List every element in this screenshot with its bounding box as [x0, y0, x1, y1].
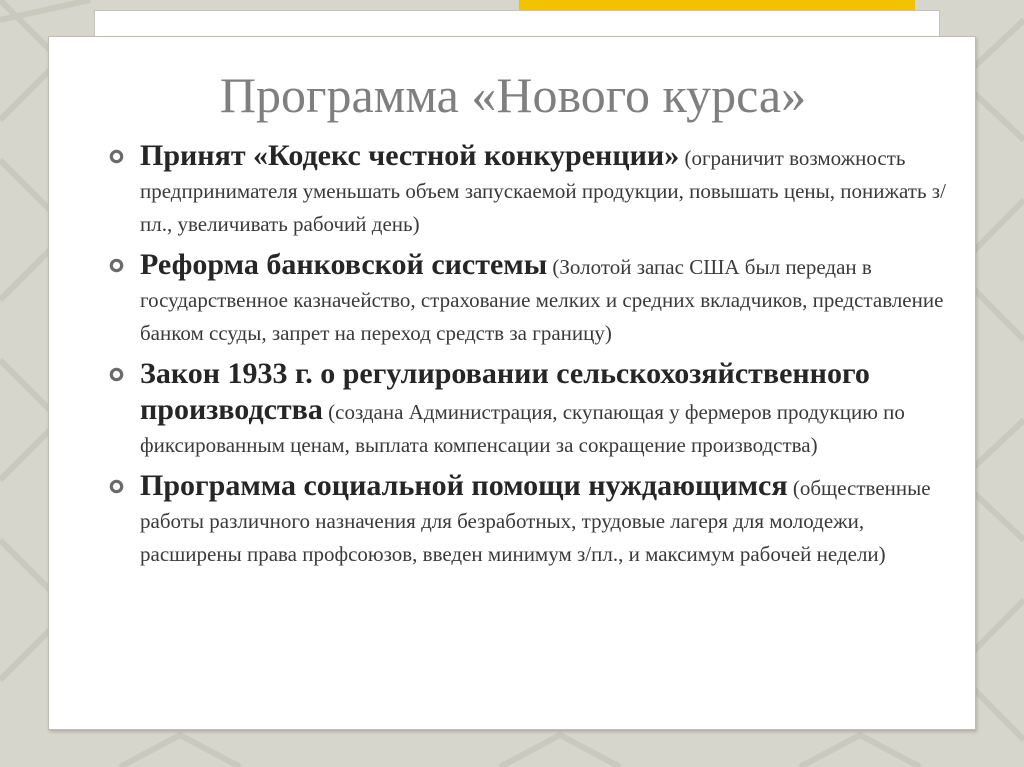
item-detail: (ограничит возможность предпринимателя уменьшать объем запускаемой продукции, повышать цены, понижать з/пл., увеличивать рабочий день): [140, 146, 946, 236]
item-heading: Реформа банковской системы: [140, 248, 548, 281]
item-detail: (создана Администрация, скупающая у фермеров продукцию по фиксированным ценам, выплата компенсации за сокращение производства): [140, 400, 905, 457]
slide-title: Программа «Нового курса»: [219, 67, 807, 123]
bullet-list: [109, 140, 949, 579]
slide: [48, 36, 976, 730]
item-heading: Закон 1933 г. о регулировании сельскохозяйственного производства: [140, 357, 870, 426]
list-item: [109, 140, 949, 242]
item-detail: (общественные работы различного назначения для безработных, трудовые лагеря для молодежи, расширены права профсоюзов, введен минимум з/пл., и максимум рабочей недели): [140, 476, 931, 566]
list-item: [109, 470, 949, 572]
item-detail: (Золотой запас США был передан в государственное казначейство, страхование мелких и средних вкладчиков, представление банком ссуды, запрет на переход средств за границу): [140, 255, 944, 345]
accent-bar: [519, 0, 915, 10]
list-item: [109, 358, 949, 463]
ring-bullet-icon: [109, 149, 124, 164]
ring-bullet-icon: [109, 258, 124, 273]
item-heading: Принят «Кодекс честной конкуренции»: [140, 139, 680, 172]
ring-bullet-icon: [109, 367, 124, 382]
ring-bullet-icon: [109, 479, 124, 494]
item-heading: Программа социальной помощи нуждающимся: [140, 469, 788, 502]
list-item: [109, 249, 949, 351]
